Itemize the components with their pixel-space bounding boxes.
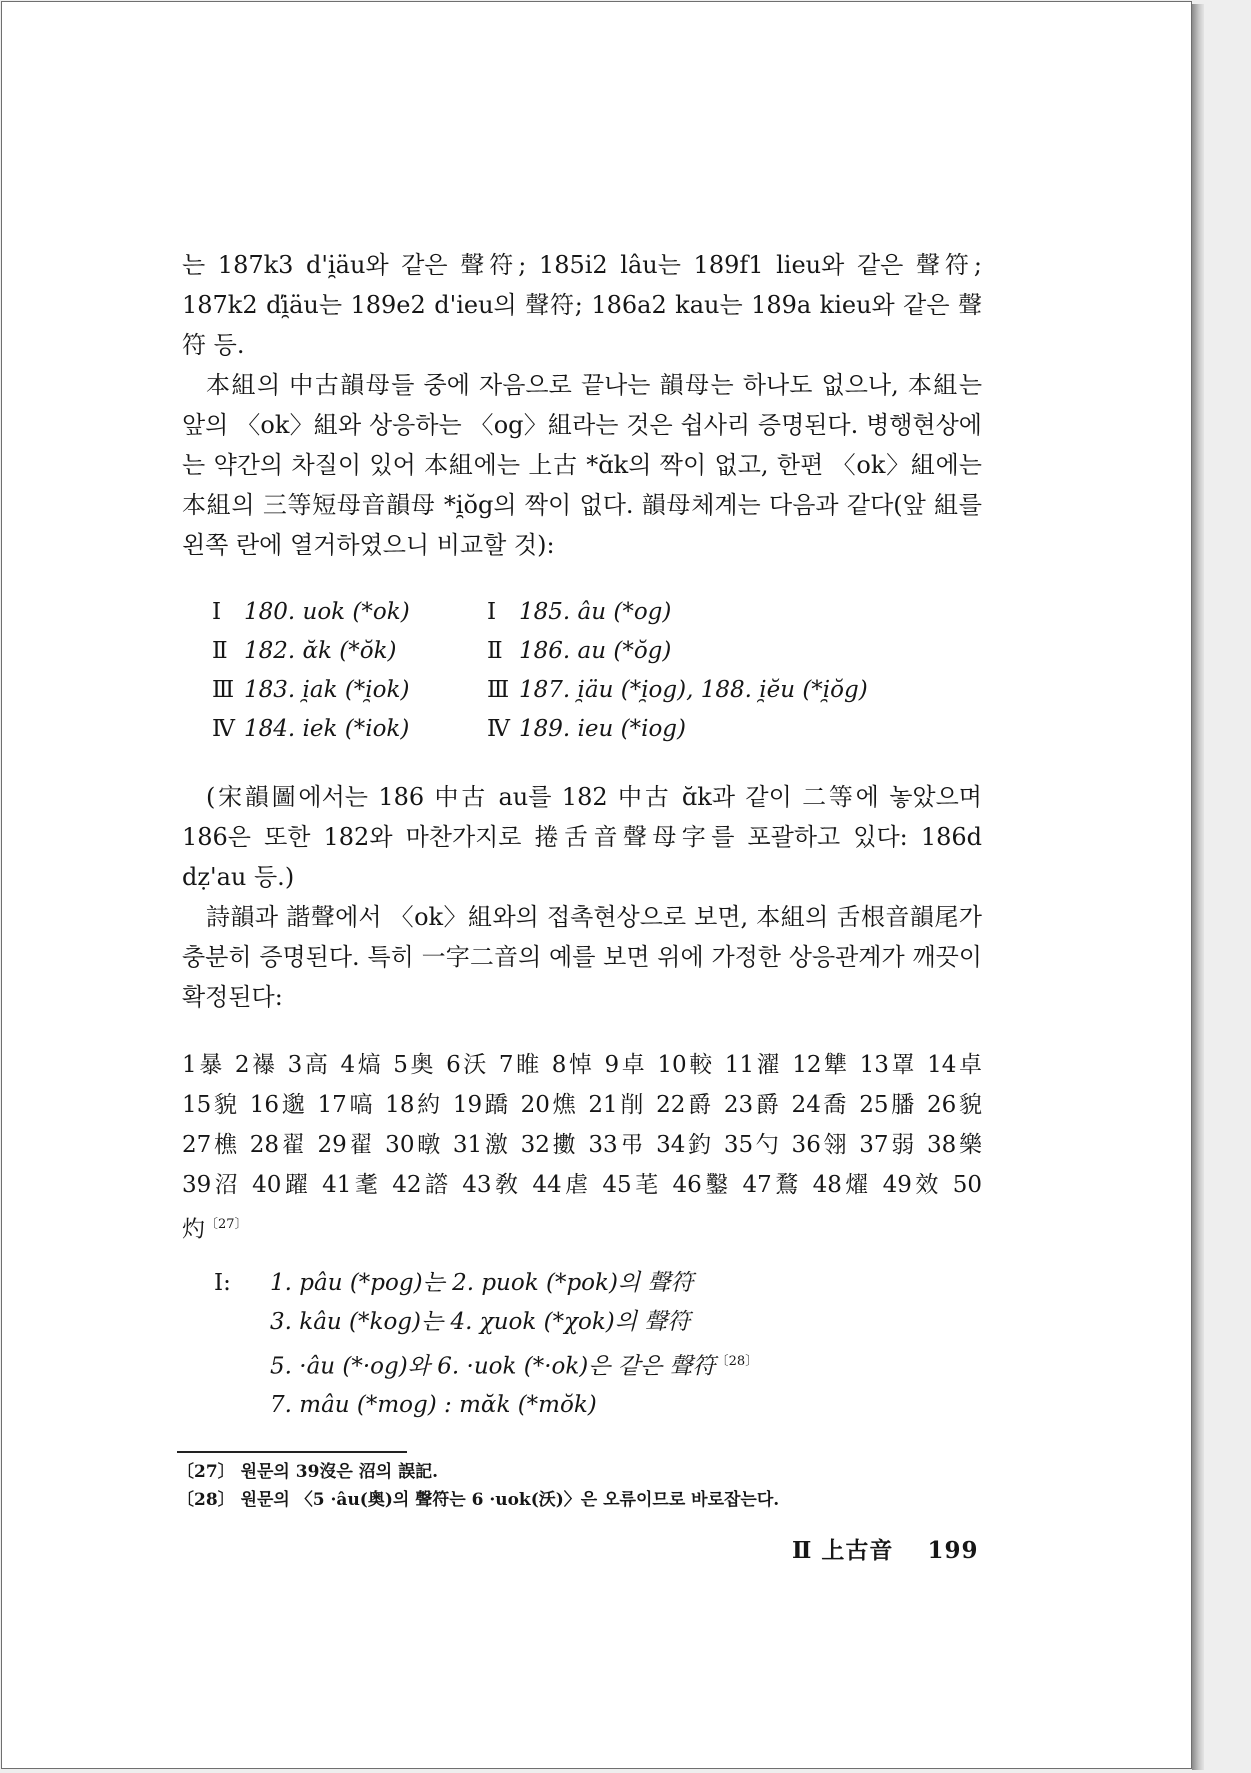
division-numeral: Ⅲ [487, 677, 510, 703]
paragraph-rhyme-group: 本組의 中古韻母들 중에 자음으로 끝나는 韻母는 하나도 없으나, 本組는 앞의 〈ok〉組와 상응하는 〈og〉組라는 것은 쉽사리 증명된다. 병행현상에는 약간의 차질이 있어 本組에는 上古 *ɑ̆k의 짝이 없고, 한편 〈ok〉組에는 本組의 三等短母音韻母 *i̯ŏg의 짝이 없다. 韻母체계는 다음과 같다(앞 組를 왼쪽 란에 열거하였으니 비교할 것): [182, 371, 982, 559]
rhyme-entry: 189. ieu (*iog) [519, 716, 686, 742]
table-row [212, 593, 982, 632]
page-edge-shadow [1192, 4, 1204, 1770]
character-line: 1暴 2襮 3高 4熇 5奥 6沃 7睢 8悼 9卓 10較 11濯 12犨 13罩 14卓 [182, 1052, 982, 1078]
character-list [182, 1045, 982, 1250]
rhyme-entry: 185. âu (*og) [519, 599, 672, 625]
footnote-27: 〔27〕 원문의 39沒은 沼의 誤記. [177, 1462, 439, 1482]
book-page [1, 1, 1192, 1769]
division-numeral: Ⅳ [487, 716, 510, 742]
division-numeral: Ⅱ [212, 638, 228, 664]
rhyme-entry: 180. uok (*ok) [244, 599, 410, 625]
rhyme-entry: 184. iek (*iok) [244, 716, 410, 742]
character-line: 39沼 40躍 41耄 42譗 43敎 44虐 45芼 46鑿 47鶩 48燿 49效 50 [182, 1172, 982, 1198]
paragraph-song-rhyme-tables: (宋韻圖에서는 186 中古 au를 182 中古 ɑ̆k과 같이 二等에 놓았으며 186은 또한 182와 마찬가지로 捲舌音聲母字를 포괄하고 있다: 186d dẓ'au 등.) [182, 783, 982, 891]
division-numeral: Ⅰ [487, 599, 497, 625]
rhyme-comparison-table [212, 593, 982, 749]
division-numeral: Ⅲ [212, 677, 235, 703]
character-item: 灼 [182, 1216, 205, 1243]
paragraph-phonetic-series: 는 187k3 d'i̯äu와 같은 聲符; 185i2 lâu는 189f1 lieu와 같은 聲符; 187k2 ďi̯äu는 189e2 d'ieu의 聲符; 186a2 kau는 189a kieu와 같은 聲符 등. [182, 251, 982, 359]
character-line: 27樵 28翟 29翟 30暾 31激 32擻 33弔 34釣 35勺 36翎 37弱 38樂 [182, 1132, 982, 1158]
footnote-divider [177, 1451, 407, 1453]
rhyme-entry: 187. i̯äu (*i̯og), 188. i̯ĕu (*i̯ŏg) [519, 677, 868, 703]
page-number: 199 [927, 1537, 979, 1564]
footnote-ref-28: 〔28〕 [715, 1353, 759, 1369]
example-list [182, 1264, 982, 1426]
page-body [182, 245, 982, 1425]
paragraph-shijing-evidence: 詩韻과 諧聲에서 〈ok〉組와의 접촉현상으로 보면, 本組의 舌根音韻尾가 충분히 증명된다. 특히 一字二音의 예를 보면 위에 가정한 상응관계가 깨끗이 확정된다: [182, 903, 982, 1011]
example-row [182, 1264, 982, 1303]
footnotes [177, 1458, 997, 1514]
table-row [212, 710, 982, 749]
example-text: 7. mâu (*mog) : mɑ̆k (*mŏk) [270, 1392, 597, 1419]
footnote-28: 〔28〕 원문의 〈5 ·âu(奥)의 聲符는 6 ·uok(沃)〉은 오류이므로 바로잡는다. [177, 1490, 780, 1510]
example-row [182, 1386, 982, 1425]
page-folio [792, 1532, 978, 1565]
division-numeral: Ⅱ [487, 638, 503, 664]
rhyme-entry: 186. au (*ŏg) [519, 638, 672, 664]
footnote-ref-27: 〔27〕 [205, 1217, 248, 1232]
example-text: 5. ·âu (*·og)와 6. ·uok (*·ok)은 같은 聲符 [270, 1353, 716, 1380]
table-row [212, 671, 982, 710]
table-row [212, 632, 982, 671]
example-text: 1. pâu (*pog)는 2. puok (*pok)의 聲符 [270, 1269, 694, 1296]
division-numeral: Ⅳ [212, 716, 235, 742]
example-text: 3. kâu (*kog)는 4. χuok (*χok)의 聲符 [270, 1308, 691, 1335]
division-numeral: Ⅰ [212, 599, 222, 625]
example-row [182, 1342, 982, 1387]
character-line: 15貌 16邈 17嗃 18約 19蹻 20燋 21削 22爵 23爵 24喬 25膰 26貌 [182, 1092, 982, 1118]
character-line [182, 1205, 982, 1250]
example-row [182, 1303, 982, 1342]
rhyme-entry: 182. ɑ̆k (*ŏk) [244, 638, 397, 664]
rhyme-entry: 183. i̯ak (*i̯ok) [244, 677, 410, 703]
division-numeral: Ⅰ: [214, 1269, 231, 1296]
running-section-title: Ⅱ 上古音 [792, 1537, 894, 1564]
